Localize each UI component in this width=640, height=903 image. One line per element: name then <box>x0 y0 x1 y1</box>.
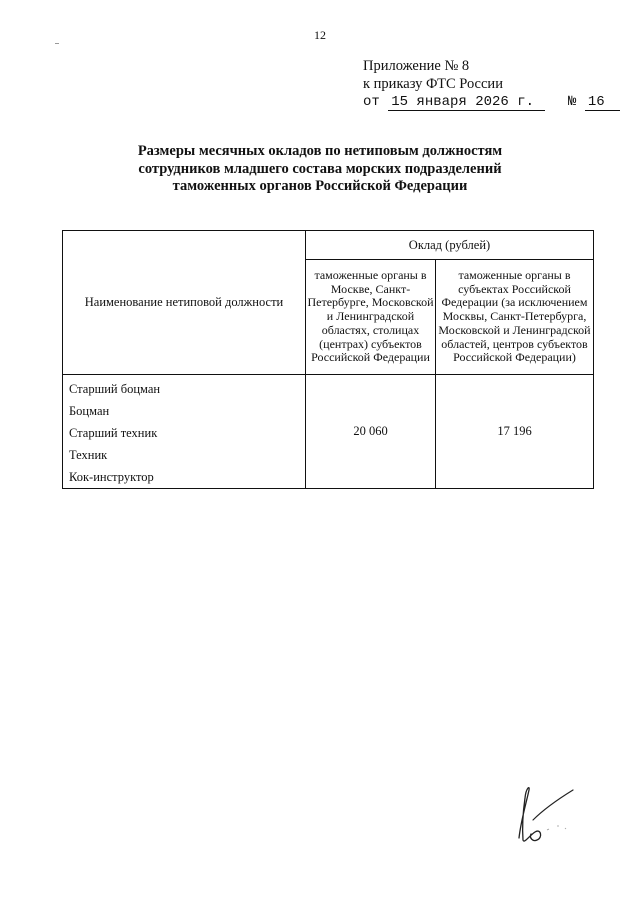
scan-speck <box>55 43 59 44</box>
title-line-3: таможенных органов Российской Федерации <box>172 178 468 194</box>
appendix-date-line <box>363 93 620 111</box>
salary-value-regions: 17 196 <box>436 375 594 489</box>
position-item: Старший боцман <box>69 382 161 396</box>
moscow-regions-header: таможенные органы в Москве, Санкт-Петербурге, Московской и Ленинградской областях, столицах (центрах) субъектов Российской Федерации <box>306 260 436 375</box>
order-date: 15 января 2026 г. <box>388 95 545 111</box>
order-number: 16 <box>585 95 620 111</box>
title-line-1: Размеры месячных окладов по нетиповым должностям <box>137 143 503 159</box>
date-prefix: от <box>363 94 380 110</box>
position-item: Боцман <box>69 404 110 418</box>
number-prefix: № <box>568 94 577 110</box>
position-item: Старший техник <box>69 426 158 440</box>
signature <box>505 780 585 850</box>
salary-table <box>62 230 594 489</box>
page-number: 12 <box>314 28 326 42</box>
positions-cell <box>63 375 306 489</box>
position-item: Кок-инструктор <box>69 470 154 484</box>
other-regions-header: таможенные органы в субъектах Российской Федерации (за исключением Москвы, Санкт-Петербурга, Московской и Ленинградской областей, центров субъектов Российской Федерации) <box>436 260 594 375</box>
document-title <box>0 143 640 196</box>
appendix-line-1: Приложение № 8 <box>363 58 470 74</box>
position-name-header: Наименование нетиповой должности <box>63 231 306 375</box>
appendix-block <box>363 57 620 111</box>
salary-header: Оклад (рублей) <box>306 231 594 260</box>
title-line-2: сотрудников младшего состава морских подразделений <box>138 160 502 177</box>
salary-value-moscow: 20 060 <box>306 375 436 489</box>
appendix-line-2: к приказу ФТС России <box>363 76 503 92</box>
position-item: Техник <box>69 448 108 462</box>
